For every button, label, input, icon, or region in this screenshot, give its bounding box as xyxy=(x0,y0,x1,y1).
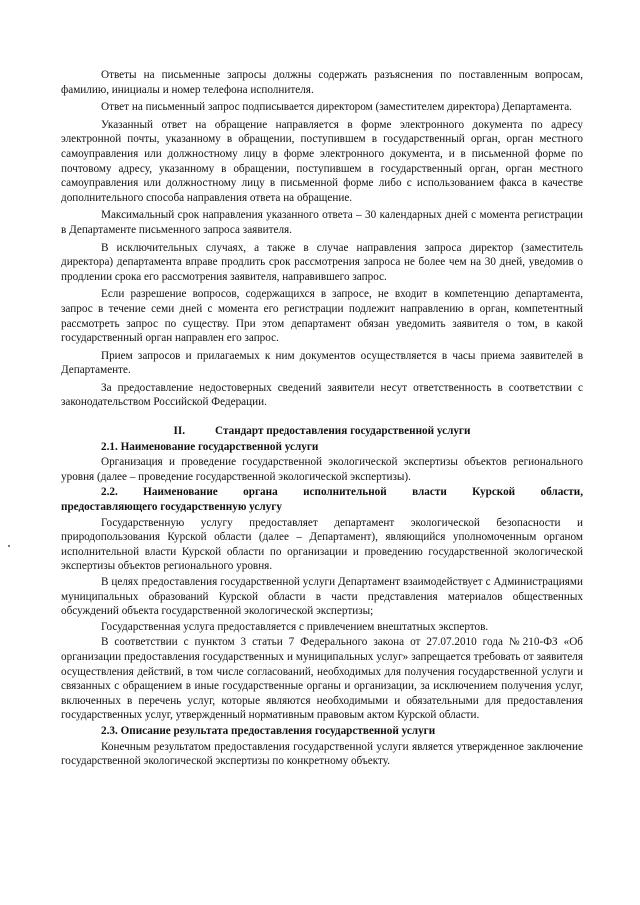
paragraph: Указанный ответ на обращение направляется в форме электронного документа по адресу электронной почты, указанному в обращении, поступившем в государственный орган, орган местного самоуправления или должностному лицу в форме электронного документа, и в письменной форме по почтовому адресу, указанному в обращении, поступившем в государственный орган, орган местного самоуправления или должностному лицу в письменной форме либо с использованием факса в качестве дополнительного способа направления ответа на обращение. xyxy=(61,118,583,204)
subsection-heading-2-1: 2.1. Наименование государственной услуги xyxy=(101,440,319,453)
paragraph: В исключительных случаях, а также в случае направления запроса директор (заместитель директора) департамента вправе продлить срок рассмотрения запроса не более чем на 30 дней, уведомив о продлении срока его рассмотрения заявителя, направившего запрос. xyxy=(61,241,583,283)
subsection-heading-2-3: 2.3. Описание результата предоставления государственной услуги xyxy=(101,724,436,737)
paragraph: Если разрешение вопросов, содержащихся в запросе, не входит в компетенцию департамента, запрос в течение семи дней с момента его регистрации подлежит направлению в орган, компетентный рассмотреть запрос по существу. При этом департамент обязан уведомить заявителя о том, в какой государственный орган направлен его запрос. xyxy=(61,288,583,345)
scan-speck xyxy=(8,545,10,547)
section-number: II. xyxy=(173,425,186,438)
document-body xyxy=(61,68,583,772)
paragraph: В соответствии с пунктом 3 статьи 7 Федерального закона от 27.07.2010 года №210-ФЗ «Об организации предоставления государственных и муниципальных услуг» запрещается требовать от заявителя осуществления действий, в том числе согласований, необходимых для получения государственной услуги и связанных с обращением в иные государственные органы и организации, за исключением получения услуг, включенных в перечень услуг, которые являются необходимыми и обязательными для предоставления государственных услуг, утвержденный нормативным правовым актом Курской области. xyxy=(61,636,583,722)
heading-line: предоставляющего государственную услугу xyxy=(61,501,282,514)
paragraph: Ответ на письменный запрос подписывается директором (заместителем директора) Департамента. xyxy=(101,101,572,114)
paragraph: Государственная услуга предоставляется с привлечением внештатных экспертов. xyxy=(101,620,489,633)
paragraph: Максимальный срок направления указанного ответа – 30 календарных дней с момента регистрации в Департаменте письменного запроса заявителя. xyxy=(61,209,583,236)
paragraph: Конечным результатом предоставления государственной услуги является утвержденное заключение государственной экологической экспертизы по конкретному объекту. xyxy=(61,740,583,768)
paragraph: В целях предоставления государственной услуги Департамент взаимодействует с Администрациями муниципальных образований Курской области в части представления материалов общественных обсуждений объекта государственной экологической экспертизы; xyxy=(61,576,583,618)
paragraph: Государственную услугу предоставляет департамент экологической безопасности и природопользования Курской области (далее – Департамент), являющийся уполномоченным органом исполнительной власти Курской области по организации и проведению государственной экологической экспертизы объектов регионального уровня. xyxy=(61,516,583,573)
paragraph: Прием запросов и прилагаемых к ним документов осуществляется в часы приема заявителей в Департаменте. xyxy=(61,349,583,377)
paragraph: За предоставление недостоверных сведений заявители несут ответственность в соответствии с законодательством Российской Федерации. xyxy=(61,381,583,409)
section-title: Стандарт предоставления государственной услуги xyxy=(215,425,471,438)
heading-line: 2.2. Наименование органа исполнительной власти Курской области, xyxy=(101,486,583,499)
paragraph: Ответы на письменные запросы должны содержать разъяснения по поставленным вопросам, фамилию, инициалы и номер телефона исполнителя. xyxy=(61,69,583,96)
subsection-heading-2-2 xyxy=(61,485,583,514)
paragraph: Организация и проведение государственной экологической экспертизы объектов регионального уровня (далее – проведение государственной экологической экспертизы). xyxy=(61,456,583,483)
section-heading xyxy=(61,424,583,439)
